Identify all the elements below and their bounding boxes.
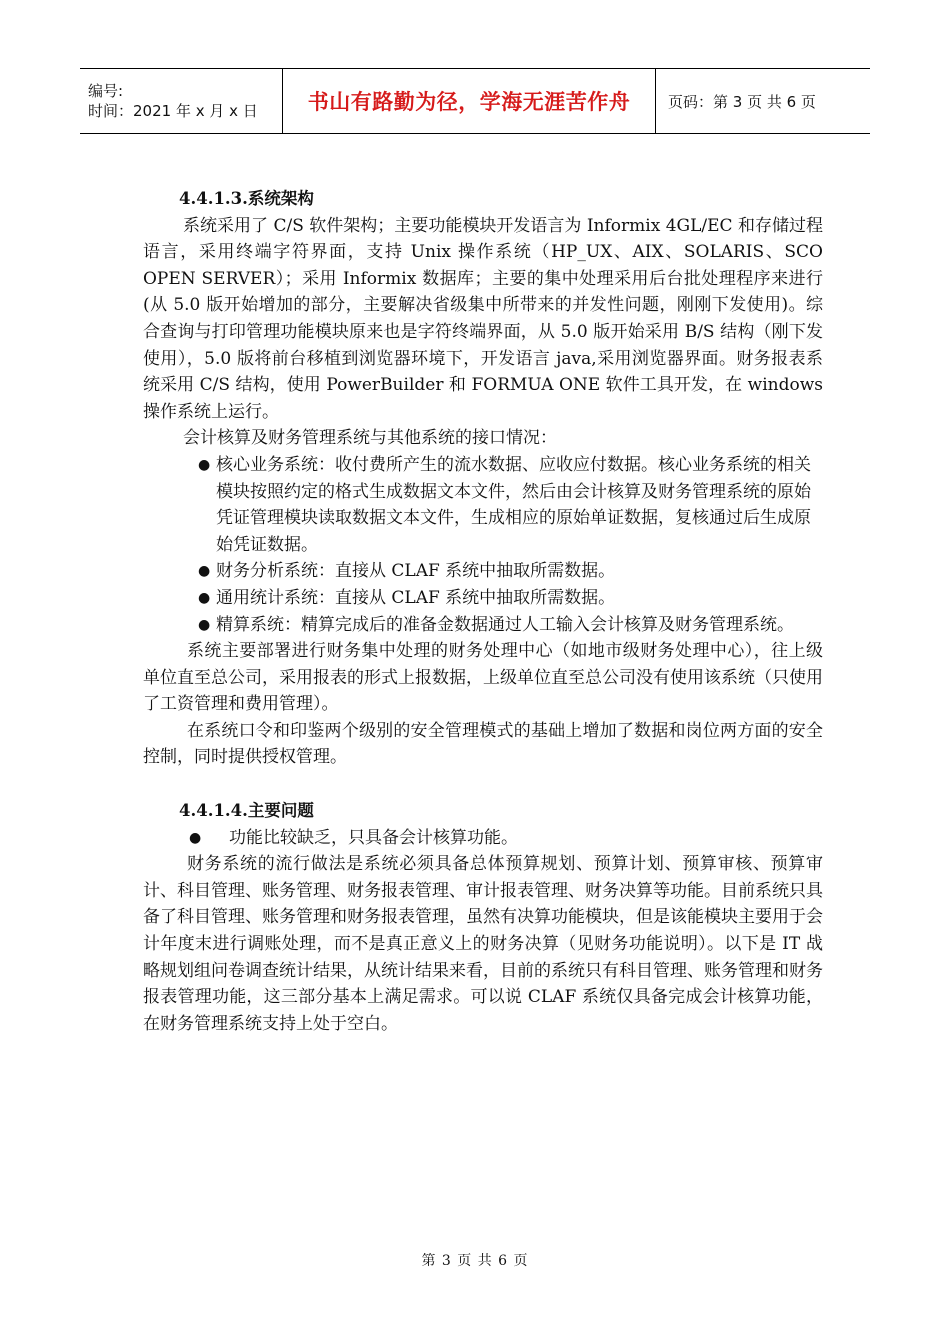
list-item [198, 452, 823, 558]
document-date-label: 时间：2021 年 x 月 x 日 [88, 102, 258, 120]
document-body [143, 186, 823, 1037]
section-spacer [143, 771, 823, 798]
list-item [198, 585, 823, 612]
section-heading-architecture: 4.4.1.3.系统架构 [179, 189, 314, 208]
bullet-icon: ● [198, 563, 211, 580]
header-page-info-cell [656, 69, 870, 133]
header-page-info: 页码：第 3 页 共 6 页 [668, 92, 816, 111]
list-item [198, 558, 823, 585]
list-item-text: 通用统计系统：直接从 CLAF 系统中抽取所需数据。 [216, 587, 616, 608]
paragraph-interfaces-intro: 会计核算及财务管理系统与其他系统的接口情况： [183, 428, 557, 449]
header-motto: 书山有路勤为径，学海无涯苦作舟 [307, 90, 631, 114]
document-number-label: 编号: [88, 82, 124, 100]
page-footer: 第 3 页 共 6 页 [421, 1253, 529, 1269]
bullet-icon: ● [189, 829, 202, 846]
paragraph-deployment: 系统主要部署进行财务集中处理的财务处理中心（如地市级财务处理中心），往上级单位直至总公司，采用报表的形式上报数据，上级单位直至总公司没有使用该系统（只使用了工资管理和费用管理）。 [143, 641, 823, 715]
list-item-text: 财务分析系统：直接从 CLAF 系统中抽取所需数据。 [216, 561, 616, 582]
header-meta [80, 69, 282, 133]
list-item-text: 功能比较缺乏，只具备会计核算功能。 [229, 827, 518, 848]
paragraph-architecture: 系统采用了 C/S 软件架构；主要功能模块开发语言为 Informix 4GL/EC 和存储过程语言，采用终端字符界面，支持 Unix 操作系统（HP_UX、AIX、SOLARIS、SCO OPEN SERVER）；采用 Informix 数据库；主要的集中处理采用后台批处理程序来进行(从 5.0 版开始增加的部分，主要解决省级集中所带来的并发性问题，刚刚下发使用)。综合查询与打印管理功能模块原来也是字符终端界面，从 5.0 版开始采用 B/S 结构（刚下发使用），5.0 版将前台移植到浏览器环境下，开发语言 java,采用浏览器界面。财务报表系统采用 C/S 结构，使用 PowerBuilder 和 FORMUA ONE 软件工具开发，在 windows 操作系统上运行。 [143, 215, 823, 422]
bullet-icon: ● [198, 456, 211, 473]
list-item [189, 825, 823, 852]
list-item-text: 精算系统：精算完成后的准备金数据通过人工输入会计核算及财务管理系统。 [216, 614, 794, 635]
list-item-text: 核心业务系统：收付费所产生的流水数据、应收应付数据。核心业务系统的相关模块按照约定的格式生成数据文本文件，然后由会计核算及财务管理系统的原始凭证管理模块读取数据文本文件，生成相应的原始单证数据，复核通过后生成原始凭证数据。 [216, 454, 811, 555]
bullet-icon: ● [198, 589, 211, 606]
section-heading-problems: 4.4.1.4.主要问题 [179, 801, 314, 821]
header-motto-cell [282, 69, 656, 133]
list-item [198, 612, 823, 639]
paragraph-problems: 财务系统的流行做法是系统必须具备总体预算规划、预算计划、预算审核、预算审计、科目管理、账务管理、财务报表管理、审计报表管理、财务决算等功能。目前系统只具备了科目管理、账务管理和财务报表管理，虽然有决算功能模块，但是该能模块主要用于会计年度末进行调账处理，而不是真正意义上的财务决算（见财务功能说明）。以下是 IT 战略规划组问卷调查统计结果，从统计结果来看，目前的系统只有科目管理、账务管理和财务报表管理功能，这三部分基本上满足需求。可以说 CLAF 系统仅具备完成会计核算功能，在财务管理系统支持上处于空白。 [143, 854, 823, 1034]
bullet-icon: ● [198, 616, 211, 633]
paragraph-security: 在系统口令和印鉴两个级别的安全管理模式的基础上增加了数据和岗位两方面的安全控制，同时提供授权管理。 [143, 720, 823, 768]
page-header [80, 68, 870, 134]
